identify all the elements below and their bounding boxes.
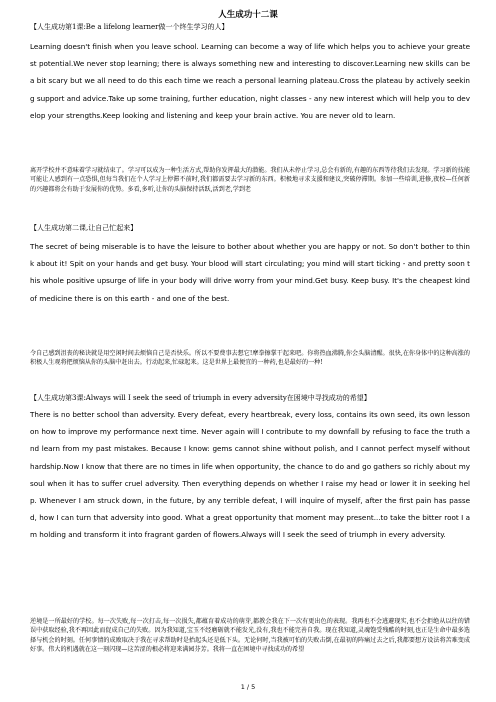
section-1-chinese-text: 离开学校并不意味着学习就结束了。学习可以成为一种生活方式,帮助你发挥最大的潜能。我们从未停止学习,总会有新的,有趣的东西等待我们去发现。学习新的技能可能让人感到有一点恐惧,但每当我们在个人学习上停滞不前时,我们都需要去学习新的东西。积极地寻求支援和建议,突破停滞期。参加一些培训,进修,夜校—任何新的兴趣都将会有助于发展你的优势。多看,多听,让你的头脑保持活跃,活到老,学到老 <box>30 167 470 193</box>
page-number: 1 / 5 <box>240 683 256 691</box>
section-3-heading: 【人生成功第3课:Always will I seek the seed of triumph in every adversity在困境中寻找成功的希望】 <box>30 394 371 402</box>
section-3-chinese-text: 逆境是一所最好的学校。每一次失败,每一次打击,每一次损失,都蕴育着成功的萌芽,都教会我在下一次有更出色的表现。我再也不会逃避现实,也不会拒绝从以往的错误中获取经验,我不再因此而促成自己的失败。因为我知道,宝玉不经磨砺就不能发光,没有,我也不能完善自我。现在我知道,灵魂饱受残酷的时刻,也正是生命中最多选择与机会的时刻。任何事情的成败取决于我在寻求帮助时是抬起头还是低下头。无论何时,当我被可怕的失败击倒,在最初的阵痛过去之后,我都要想方设法将苦难变成好事。伟大的机遇就在这一刻闪现—这苦涩的根必将迎来满园芬芳。我将一直在困境中寻找成功的希望 <box>30 618 470 654</box>
section-3-english-text: There is no better school than adversity. Every defeat, every heartbreak, every loss, contains its own seed, its own lesson on how to improve my performance next time. Never again will I contribute to my downfall by refusing to face the truth and learn from my past mistakes. Because I know: gems cannot shine without polish, and I cannot perfect myself without hardship.Now I know that there are no times in life when opportunity, the chance to do and go gathers so richly about my soul when it has to suffer cruel adversity. Then everything depends on whether I raise my head or lower it in seeking help. Whenever I am struck down, in the future, by any terrible defeat, I will inquire of myself, after the first pain has passed, how I can turn that adversity into good. What a great opportunity that moment may present...to take the bitter root I am holding and transform it into fragrant garden of flowers.Always will I seek the seed of triumph in every adversity. <box>30 410 470 540</box>
page-title: 人生成功十二课 <box>218 10 278 20</box>
section-1-english-text: Learning doesn't finish when you leave school. Learning can become a way of life which helps you to achieve your greatest potential.We never stop learning; there is always something new and interesting to discover.Learning new skills can be a bit scary but we all need to do this each time we reach a personal learning plateau.Cross the plateau by actively seeking support and advice.Take up some training, further education, night classes - any new interest which will help you to develop your strengths.Keep looking and listening and keep your brain active. You are never old to learn. <box>30 42 470 120</box>
section-2-heading: 【人生成功第二课,让自己忙起来】 <box>30 224 138 232</box>
section-2-chinese-text: 令自己感到沮丧的秘诀就是用空闲时间去烦恼自己是否快乐。所以不要费事去想它!摩拳擦掌干起来吧。你将热血沸腾,你会头脑清醒。很快,在你身体中的这种高涨的积极人生观将把烦恼从你的头脑中赶出去。行动起来,忙碌起来。这是世界上最便宜的一种药,也是最好的一种! <box>30 350 470 367</box>
section-1-heading: 【人生成功第1课:Be a lifelong learner做一个终生学习的人】 <box>30 23 229 31</box>
section-2-english-text: The secret of being miserable is to have the leisure to bother about whether you are happy or not. So don't bother to think about it! Spit on your hands and get busy. Your blood will start circulating; you mind will start ticking - and pretty soon this whole positive upsurge of life in your body will drive worry from your mind.Get busy. Keep busy. It's the cheapest kind of medicine there is on this earth - and one of the best. <box>30 242 470 303</box>
